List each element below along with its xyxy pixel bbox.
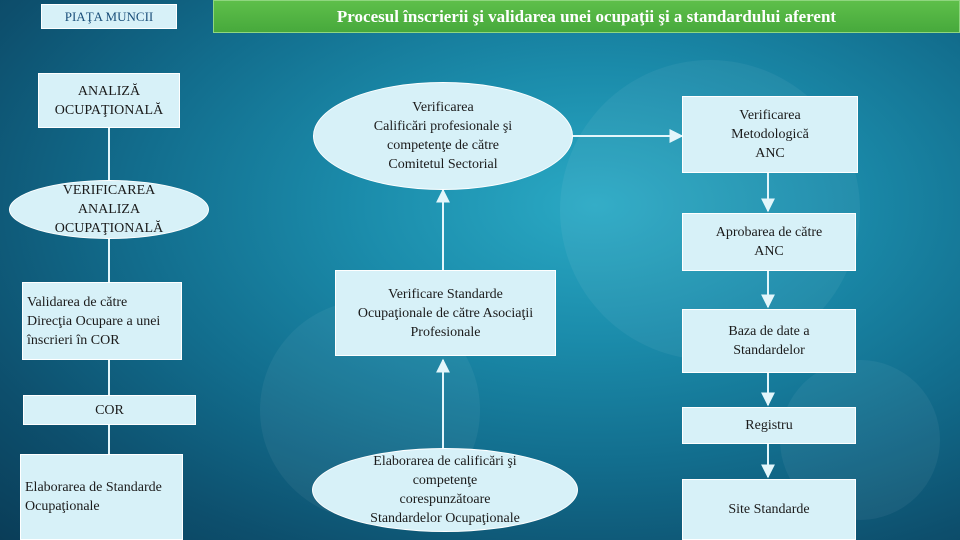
cor-box: COR (23, 395, 196, 425)
aprobarea-anc-box: Aprobarea de către ANC (682, 213, 856, 271)
elaborarea-standarde-box: Elaborarea de Standarde Ocupaţionale (20, 454, 183, 540)
verificarea-calificari-ellipse: Verificarea Calificări profesionale şi competenţe de către Comitetul Sectorial (313, 82, 573, 190)
elaborarea-calificari-ellipse: Elaborarea de calificări şi competenţe corespunzătoare Standardelor Ocupaţionale (312, 448, 578, 532)
verificarea-metodologica-box: Verificarea Metodologică ANC (682, 96, 858, 173)
site-standarde-box: Site Standarde (682, 479, 856, 540)
validarea-cor-box: Validarea de către Direcţia Ocupare a unei înscrieri în COR (22, 282, 182, 360)
piata-muncii-tag: PIAŢA MUNCII (41, 4, 177, 29)
verificarea-analiza-ellipse: VERIFICAREA ANALIZA OCUPAŢIONALĂ (9, 180, 209, 239)
page-title: Procesul înscrierii şi validarea unei ocupaţii şi a standardului aferent (213, 0, 960, 33)
verificare-standarde-box: Verificare Standarde Ocupaţionale de către Asociaţii Profesionale (335, 270, 556, 356)
baza-date-box: Baza de date a Standardelor (682, 309, 856, 373)
registru-box: Registru (682, 407, 856, 444)
analiza-ocupationala-box: ANALIZĂ OCUPAŢIONALĂ (38, 73, 180, 128)
